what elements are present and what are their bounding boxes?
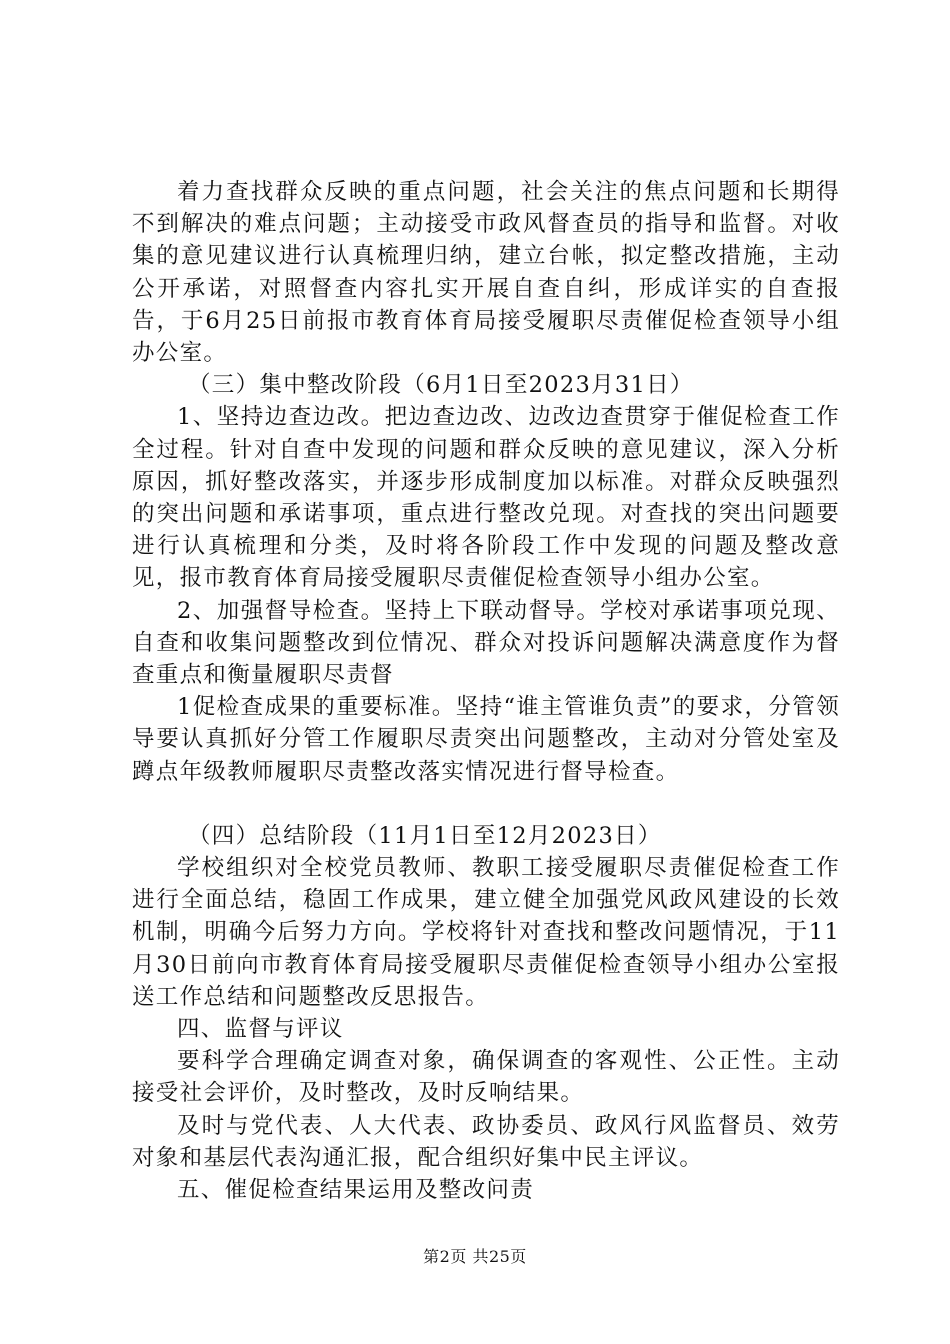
paragraph-self-inspection: 着力查找群众反映的重点问题，社会关注的焦点问题和长期得不到解决的难点问题；主动接受市政风督查员的指导和监督。对收集的意见建议进行认真梳理归纳，建立台帐，拟定整改措施，主动公开承诺，对照督查内容扎实开展自查自纠，形成详实的自查报告，于6月25日前报市教育体育局接受履职尽责催促检查领导小组办公室。 [132, 179, 840, 367]
section-heading-results-accountability: 五、催促检查结果运用及整改问责 [177, 1177, 535, 1204]
section-heading-summary-stage: （四）总结阶段（11月1日至12月2023日） [188, 822, 662, 849]
section-heading-supervision-evaluation: 四、监督与评议 [177, 1016, 344, 1043]
paragraph-supervision-inspection: 2、加强督导检查。坚持上下联动督导。学校对承诺事项兑现、自查和收集问题整改到位情况、群众对投诉问题解决满意度作为督查重点和衡量履职尽责督 [132, 597, 840, 689]
section-heading-rectification-stage: （三）集中整改阶段（6月1日至2023月31日） [188, 372, 694, 399]
paragraph-gap [132, 788, 840, 820]
document-body [132, 176, 840, 1206]
paragraph-communication-report: 及时与党代表、人大代表、政协委员、政风行风监督员、效劳对象和基层代表沟通汇报，配合组织好集中民主评议。 [132, 1112, 840, 1171]
paragraph-inspection-standard: 1促检查成果的重要标准。坚持“谁主管谁负责”的要求，分管领导要认真抓好分管工作履职尽责突出问题整改，主动对分管处室及蹲点年级教师履职尽责整改落实情况进行督导检查。 [132, 694, 840, 785]
page-number-footer: 第2页 共25页 [423, 1247, 527, 1266]
paragraph-check-and-correct: 1、坚持边查边改。把边查边改、边改边查贯穿于催促检查工作全过程。针对自查中发现的问题和群众反映的意见建议，深入分析原因，抓好整改落实，并逐步形成制度加以标准。对群众反映强烈的突出问题和承诺事项，重点进行整改兑现。对查找的突出问题要进行认真梳理和分类，及时将各阶段工作中发现的问题及整改意见，报市教育体育局接受履职尽责催促检查领导小组办公室。 [132, 404, 840, 592]
paragraph-survey-objects: 要科学合理确定调查对象，确保调查的客观性、公正性。主动接受社会评价，及时整改，及时反响结果。 [132, 1048, 840, 1107]
paragraph-summary-work: 学校组织对全校党员教师、教职工接受履职尽责催促检查工作进行全面总结，稳固工作成果，建立健全加强党风政风建设的长效机制，明确今后努力方向。学校将针对查找和整改问题情况，于11月30日前向市教育体育局接受履职尽责催促检查领导小组办公室报送工作总结和问题整改反思报告。 [132, 855, 840, 1010]
